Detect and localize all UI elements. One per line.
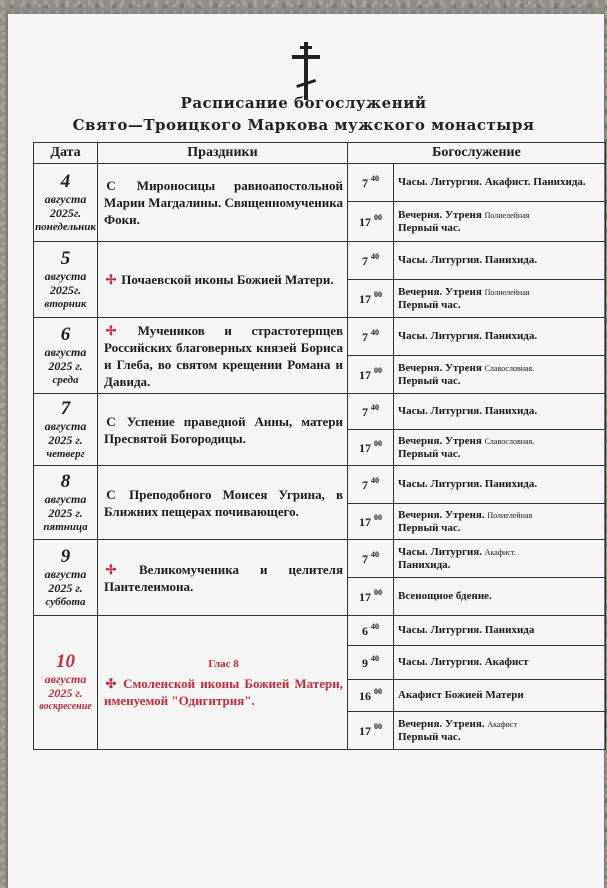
time-minutes: 40 [371,252,379,261]
day-number: 7 [60,397,71,419]
service-text: Часы. Литургия. Панихида. [398,405,538,417]
service-time [348,578,394,616]
feast-cell [98,164,348,242]
service-description [394,356,606,394]
feast-rank-icon: ✣ [105,676,117,691]
service-time [348,504,394,540]
weekday: четверг [46,447,85,460]
service-text: Вечерня. Утреня. [398,508,485,521]
schedule-body [34,164,606,750]
service-tail: Первый час. [398,730,461,743]
month-year: августа 2025 г. [44,344,87,373]
time-minutes: 40 [371,476,379,485]
weekday: пятница [43,520,88,533]
time-minutes: 40 [371,174,379,183]
service-description [394,712,606,750]
feast-cell [98,318,348,394]
service-description [394,504,606,540]
weekday: понедельник [35,220,96,233]
time-minutes: 40 [371,550,379,559]
service-description [394,394,606,430]
page-title: Расписание богослужений [180,94,427,112]
service-time [348,712,394,750]
feast-rank-icon: С [106,178,116,193]
service-description [394,430,606,466]
service-text: Часы. Литургия. [398,545,482,558]
service-text: Всенощное бдение. [398,590,492,602]
date-cell [34,466,98,540]
time-minutes: 40 [371,622,379,631]
table-row [34,164,606,202]
weekday: суббота [45,595,86,608]
service-note: Акафист. [484,547,516,557]
service-tail: Первый час. [398,521,461,534]
month-year: августа 2025 г. [44,418,87,447]
service-tail: Первый час. [398,298,461,311]
feast-rank-icon: С [106,486,116,502]
service-note: Славословная. [484,436,535,446]
feast-cell [98,466,348,540]
time-hour: 7 [362,254,368,268]
time-minutes: 00 [374,366,382,375]
service-description [394,202,606,242]
service-tail: Панихида. [398,558,451,571]
service-time [348,646,394,680]
table-row [34,394,606,430]
time-hour: 17 [359,292,371,306]
table-row [34,318,606,356]
service-time [348,680,394,712]
tone-label: Глас 8 [208,658,239,670]
day-number: 5 [60,247,71,269]
month-year: августа 2025 г. [44,566,87,595]
service-time [348,356,394,394]
weekday: среда [52,373,79,386]
time-minutes: 00 [374,687,382,696]
service-text: Вечерня. Утреня [398,285,482,298]
service-description [394,680,606,712]
service-tail: Первый час. [398,374,461,387]
time-hour: 16 [359,689,371,703]
month-year: августа 2025г. [44,191,87,220]
feast-cell [98,616,348,750]
service-note: Полиелейная [487,510,533,520]
service-description [394,164,606,202]
service-description [394,242,606,280]
table-row [34,540,606,578]
service-note: Славословная. [484,363,535,373]
service-time [348,280,394,318]
service-text: Часы. Литургия. Панихида. [398,478,538,490]
feast-text: Смоленской иконы Божией Матери, именуемой "Одигитрия". [104,676,343,708]
time-hour: 6 [362,624,368,638]
time-hour: 7 [362,552,368,566]
column-header-date: Дата [34,143,98,164]
month-year: августа 2025 г. [44,491,87,520]
time-minutes: 40 [371,328,379,337]
service-text: Акафист Божией Матери [398,689,524,701]
time-hour: 9 [362,656,368,670]
feast-rank-icon: ✢ [105,272,117,287]
time-hour: 17 [359,590,371,604]
service-note: Полиелейная [484,210,530,220]
service-text: Часы. Литургия. Панихида. [398,254,538,266]
service-text: Вечерня. Утреня [398,208,482,221]
table-row [34,242,606,280]
service-time [348,242,394,280]
weekday: воскресение [39,700,92,712]
day-number: 10 [56,650,75,672]
orthodox-cross-icon [286,42,326,100]
time-hour: 7 [362,405,368,419]
service-time [348,318,394,356]
service-description [394,540,606,578]
service-time [348,466,394,504]
service-tail: Первый час. [398,447,461,460]
service-text: Вечерня. Утреня. [398,717,485,730]
service-text: Часы. Литургия. Акафист. Панихида. [398,176,586,188]
date-cell [34,164,98,242]
service-description [394,616,606,646]
service-description [394,646,606,680]
feast-text: Успение праведной Анны, матери Пресвятой Богородицы. [104,413,344,446]
day-number: 6 [60,323,71,345]
table-row [34,466,606,504]
time-hour: 17 [359,724,371,738]
time-minutes: 00 [374,588,382,597]
time-minutes: 00 [374,290,382,299]
time-minutes: 00 [374,513,382,522]
service-note: Полиелейная [484,287,530,297]
service-description [394,578,606,616]
day-number: 4 [60,170,71,192]
time-hour: 7 [362,176,368,190]
feast-text: Почаевской иконы Божией Матери. [121,272,334,287]
feast-cell [98,242,348,318]
time-minutes: 00 [374,439,382,448]
service-text: Вечерня. Утреня [398,361,482,374]
date-cell [34,616,98,750]
month-year: августа 2025г. [44,268,87,297]
column-header-services: Богослужение [348,143,606,164]
date-cell [34,394,98,466]
service-time [348,430,394,466]
feast-rank-icon: ✢ [105,561,117,577]
feast-text: Мироносицы равноапостольной Марии Магдалины. Священномученика Фоки. [104,178,343,227]
service-time [348,202,394,242]
service-time [348,616,394,646]
time-hour: 17 [359,515,371,529]
service-text: Часы. Литургия. Панихида [398,624,535,636]
feast-text: Великомученика и целителя Пантелеимона. [104,561,343,594]
monastery-name: Свято—Троицкого Маркова мужского монастыря [72,116,535,134]
day-number: 8 [60,470,71,492]
schedule-table [33,142,606,750]
time-hour: 17 [359,368,371,382]
month-year: августа 2025 г. [44,671,87,700]
feast-text: Преподобного Моисея Угрина, в Ближних пещерах почивающего. [104,486,343,519]
feast-cell [98,540,348,616]
service-time [348,540,394,578]
service-description [394,280,606,318]
feast-text: Мучеников и страстотерпцев Российских благоверных князей Бориса и Глеба, во святом крещении Романа и Давида. [104,322,344,389]
feast-rank-icon: С [106,413,116,429]
service-text: Вечерня. Утреня [398,434,482,447]
service-description [394,318,606,356]
time-minutes: 00 [374,213,382,222]
date-cell [34,318,98,394]
day-number: 9 [60,545,71,567]
table-header-row [34,143,606,164]
feast-cell [98,394,348,466]
date-cell [34,242,98,318]
date-cell [34,540,98,616]
service-time [348,394,394,430]
time-hour: 17 [359,215,371,229]
time-minutes: 00 [374,722,382,731]
service-text: Часы. Литургия. Акафист [398,656,529,668]
time-hour: 7 [362,478,368,492]
service-description [394,466,606,504]
time-hour: 7 [362,330,368,344]
service-time [348,164,394,202]
service-note: Акафист [487,719,517,729]
time-minutes: 40 [371,654,379,663]
service-tail: Первый час. [398,221,461,234]
column-header-feasts: Праздники [98,143,348,164]
time-minutes: 40 [371,403,379,412]
service-text: Часы. Литургия. Панихида. [398,330,538,342]
time-hour: 17 [359,441,371,455]
feast-rank-icon: ✢ [105,322,117,338]
weekday: вторник [44,297,87,310]
table-row [34,616,606,646]
